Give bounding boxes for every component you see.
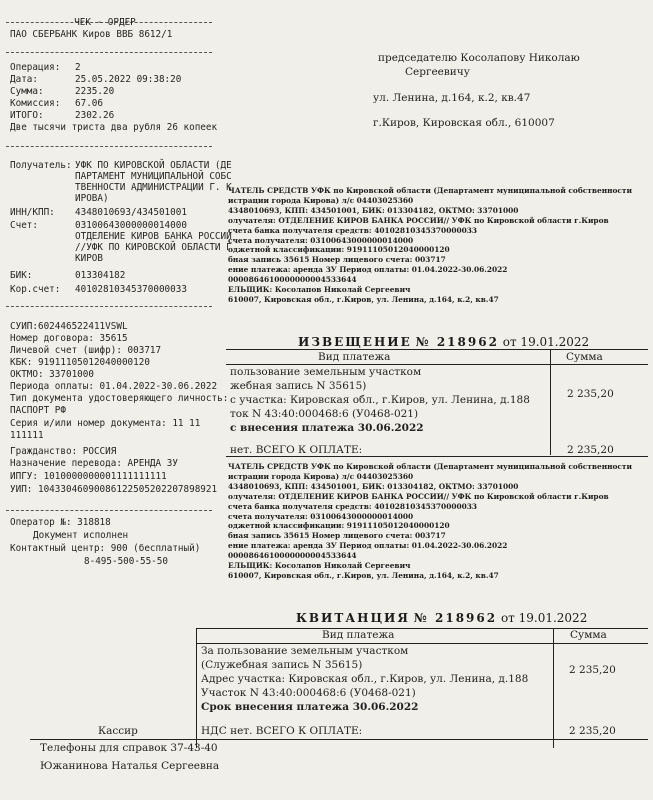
payee-line: 610007, Кировская обл., г.Киров, ул. Ленина, д.164, к.2, кв.47 xyxy=(228,570,499,580)
receipt-field-label: Операция: xyxy=(10,62,61,73)
payee-line: ение платежа: аренда ЗУ Период оплаты: 01.04.2022-30.06.2022 xyxy=(228,265,508,275)
receipt-field-value: 25.05.2022 09:38:20 xyxy=(75,74,182,85)
notice-col-sum: Сумма xyxy=(566,351,603,363)
bik-label: БИК: xyxy=(10,270,33,281)
payee-line: 4348010693, КПП: 434501001, БИК: 013304182, ОКТМО: 33701000 xyxy=(228,205,519,215)
receipt-amount-words: Две тысячи триста два рубля 26 копеек xyxy=(10,122,218,133)
notice-total-amount: 2 235,20 xyxy=(567,444,614,456)
receipt-field-value: 2302.26 xyxy=(75,110,115,121)
table-border xyxy=(196,628,197,748)
contact-phone: 8-495-500-55-50 xyxy=(84,556,168,567)
detail-line: Гражданство: РОССИЯ xyxy=(10,446,117,457)
payee-line: истрации города Кирова) л/с 04403025360 xyxy=(228,195,414,205)
korr-label: Кор.счет: xyxy=(10,284,61,295)
notice-number: № 218962 xyxy=(415,335,499,349)
receipt-doc-date: от 19.01.2022 xyxy=(500,611,588,625)
receipt-doc-title-word: КВИТАНЦИЯ xyxy=(296,611,410,625)
addressee-line: Сергеевичу xyxy=(405,66,470,78)
contact-line: Контактный центр: 900 (бесплатный) xyxy=(10,543,201,554)
divider xyxy=(6,510,212,511)
account-line: //УФК ПО КИРОВСКОЙ ОБЛАСТИ Г xyxy=(75,242,232,253)
receipt-field-value: 67.06 xyxy=(75,98,103,109)
account-line: 03100643000000014000 xyxy=(75,220,187,231)
detail-line: Номер договора: 35615 xyxy=(10,333,128,344)
addressee-line: ул. Ленина, д.164, к.2, кв.47 xyxy=(373,92,531,104)
inn-value: 4348010693/434501001 xyxy=(75,207,187,218)
notice-amount: 2 235,20 xyxy=(567,388,614,400)
payee-line: ЧАТЕЛЬ СРЕДСТВ УФК по Кировской области (Департамент муниципальной собственности xyxy=(228,186,632,195)
receipt-field-label: Дата: xyxy=(10,74,38,85)
table-border xyxy=(553,628,554,748)
operator-line: Оператор №: 318818 xyxy=(10,517,111,528)
receipt-field-label: Комиссия: xyxy=(10,98,61,109)
recipient-line: ИРОВА) xyxy=(75,193,109,204)
footer-phones: Телефоны для справок 37-43-40 xyxy=(40,742,218,754)
detail-line: Назначение перевода: АРЕНДА ЗУ xyxy=(10,458,178,469)
payee-line: счета банка получателя средств: 40102810345370000033 xyxy=(228,501,478,511)
payee-line: истрации города Кирова) л/с 04403025360 xyxy=(228,471,414,481)
receipt-doc-line: (Служебная запись N 35615) xyxy=(201,659,363,671)
table-border xyxy=(196,739,648,740)
notice-title-word: ИЗВЕЩЕНИЕ xyxy=(298,335,412,349)
receipt-field-label: Сумма: xyxy=(10,86,44,97)
recipient-line: ТВЕННОСТИ АДМИНИСТРАЦИИ Г. К xyxy=(75,182,232,193)
payee-line: ЕЛЬЩИК: Косолапов Николай Сергеевич xyxy=(228,285,411,295)
payee-line: ение платежа: аренда ЗУ Период оплаты: 01.04.2022-30.06.2022 xyxy=(228,541,508,551)
detail-line: ПАСПОРТ РФ xyxy=(10,405,66,416)
bik-value: 013304182 xyxy=(75,270,126,281)
payee-line: 610007, Кировская обл., г.Киров, ул. Ленина, д.164, к.2, кв.47 xyxy=(228,294,499,304)
payee-line: оджетной классификации: 91911105012040000120 xyxy=(228,245,450,255)
addressee-line: г.Киров, Кировская обл., 610007 xyxy=(373,117,555,129)
receipt-doc-line: Срок внесения платежа 30.06.2022 xyxy=(201,701,419,713)
payee-details-notice xyxy=(228,186,632,305)
divider xyxy=(6,52,212,53)
sberbank-receipt xyxy=(0,17,232,618)
recipient-line: ПАРТАМЕНТ МУНИЦИПАЛЬНОЙ СОБС xyxy=(75,171,232,182)
receipt-doc-total-amount: 2 235,20 xyxy=(569,725,616,737)
receipt-field-label: ИТОГО: xyxy=(10,110,44,121)
account-line: КИРОВ xyxy=(75,253,103,264)
payee-line: счета получателя: 03100643000000014000 xyxy=(228,235,414,245)
footer-name: Южанинова Наталья Сергеевна xyxy=(40,760,220,772)
cashier-label: Кассир xyxy=(98,725,138,737)
receipt-doc-amount: 2 235,20 xyxy=(569,664,616,676)
receipt-doc-line: Адрес участка: Кировская обл., г.Киров, ул. Ленина, д.188 xyxy=(201,673,529,685)
status-line: Документ исполнен xyxy=(33,530,129,541)
receipt-doc-total-label: НДС нет. ВСЕГО К ОПЛАТЕ: xyxy=(201,725,363,737)
detail-line: Периода оплаты: 01.04.2022-30.06.2022 xyxy=(10,381,218,392)
table-border xyxy=(196,643,648,644)
notice-date: от 19.01.2022 xyxy=(502,335,590,349)
payee-line: 4348010693, КПП: 434501001, БИК: 013304182, ОКТМО: 33701000 xyxy=(228,481,519,491)
detail-line: ИПГУ: 1010000000001111111111 xyxy=(10,471,167,482)
korr-value: 40102810345370000033 xyxy=(75,284,187,295)
receipt-field-value: 2 xyxy=(75,62,81,73)
notice-line: пользование земельным участком xyxy=(230,366,422,378)
receipt-doc-line: За пользование земельным участком xyxy=(201,645,409,657)
payee-line: ЕЛЬЩИК: Косолапов Николай Сергеевич xyxy=(228,561,411,571)
account-label: Счет: xyxy=(10,220,38,231)
payee-line: оджетной классификации: 91911105012040000120 xyxy=(228,521,450,531)
detail-line: 111111 xyxy=(10,430,44,441)
payee-line: бная запись 35615 Номер лицевого счета: 003717 xyxy=(228,531,446,541)
detail-line: Серия и/или номер документа: 11 11 xyxy=(10,418,201,429)
payee-line: ЧАТЕЛЬ СРЕДСТВ УФК по Кировской области (Департамент муниципальной собственности xyxy=(228,462,632,471)
receipt-doc-line: Участок N 43:40:000468:6 (У0468-021) xyxy=(201,687,416,699)
receipt-doc-col-type: Вид платежа xyxy=(322,629,395,641)
addressee-line: председателю Косолапову Николаю xyxy=(378,52,580,64)
detail-line: Личевой счет (шифр): 003717 xyxy=(10,345,162,356)
receipt-bank: ПАО СБЕРБАНК Киров ВВБ 8612/1 xyxy=(10,29,173,40)
receipt-title: ЧЕК - ОРДЕР xyxy=(74,17,136,28)
detail-line: СУИП:602446522411VSWL xyxy=(10,321,128,332)
receipt-field-value: 2235.20 xyxy=(75,86,115,97)
notice-col-type: Вид платежа xyxy=(318,351,391,363)
payee-line: бная запись 35615 Номер лицевого счета: 003717 xyxy=(228,255,446,265)
table-border xyxy=(226,349,648,350)
notice-total-label: нет. ВСЕГО К ОПЛАТЕ: xyxy=(230,444,363,456)
payee-line: счета банка получателя средств: 40102810345370000033 xyxy=(228,225,478,235)
detail-line: Тип документа удостоверяющего личность: xyxy=(10,393,229,404)
receipt-doc-title xyxy=(296,611,587,625)
notice-line: ток N 43:40:000468:6 (У0468-021) xyxy=(230,408,419,420)
detail-line: ОКТМО: 33701000 xyxy=(10,369,94,380)
detail-line: УИП: 10433046090086122505202207898921 xyxy=(10,484,218,495)
payee-line: 0000864610000000004533644 xyxy=(228,551,357,561)
payee-line: счета получателя: 03100643000000014000 xyxy=(228,511,414,521)
divider xyxy=(6,146,212,147)
detail-line: КБК: 91911105012040000120 xyxy=(10,357,150,368)
cashier-signature-line xyxy=(30,739,196,740)
recipient-label: Получатель: xyxy=(10,160,72,171)
payee-line: 0000864610000000004533644 xyxy=(228,275,357,285)
payee-line: олучателя: ОТДЕЛЕНИЕ КИРОВ БАНКА РОССИИ// УФК по Кировской области г.Киров xyxy=(228,215,609,225)
receipt-doc-number: № 218962 xyxy=(413,611,498,625)
notice-line: с внесения платежа 30.06.2022 xyxy=(230,422,424,434)
account-line: ОТДЕЛЕНИЕ КИРОВ БАНКА РОССИИ xyxy=(75,231,232,242)
inn-label: ИНН/КПП: xyxy=(10,207,55,218)
recipient-line: УФК ПО КИРОВСКОЙ ОБЛАСТИ (ДЕ xyxy=(75,160,232,171)
table-border xyxy=(226,456,648,457)
table-border xyxy=(226,364,648,365)
notice-line: с участка: Кировская обл., г.Киров, ул. Ленина, д.188 xyxy=(230,394,530,406)
payee-line: олучателя: ОТДЕЛЕНИЕ КИРОВ БАНКА РОССИИ// УФК по Кировской области г.Киров xyxy=(228,491,609,501)
payee-details-receipt xyxy=(228,462,632,581)
receipt-doc-col-sum: Сумма xyxy=(570,629,607,641)
table-border xyxy=(550,349,551,455)
divider xyxy=(6,306,212,307)
notice-title xyxy=(298,335,589,349)
notice-line: жебная запись N 35615) xyxy=(230,380,367,392)
